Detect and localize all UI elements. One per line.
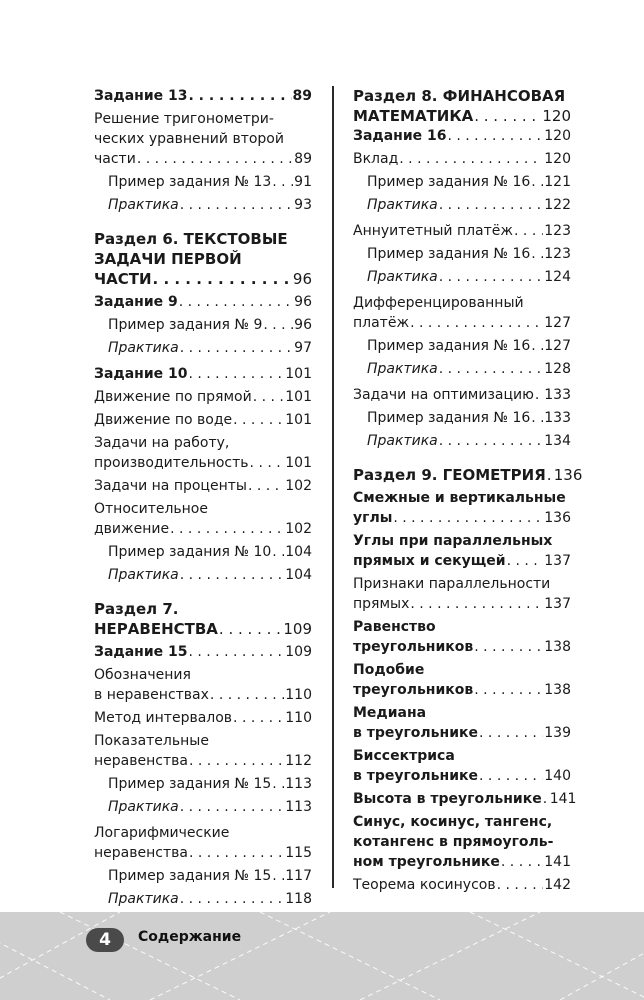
toc-entry[interactable]: Аннуитетный платёж . . . 123 (353, 221, 571, 241)
toc-entry[interactable]: Пример задания № 16 . . . 121 (353, 172, 571, 192)
toc-entry[interactable]: Практика . . . 97 (94, 338, 312, 358)
toc-entry[interactable]: Высота в треугольнике . . . 141 (353, 789, 571, 809)
toc-entry[interactable]: Углы при параллельных прямых и секущей . . . 137 (353, 531, 571, 571)
toc-entry[interactable]: Практика . . . 124 (353, 267, 571, 287)
toc-entry[interactable]: Задачи на проценты . . . 102 (94, 476, 312, 496)
toc-section-heading[interactable]: Раздел 8. ФИНАНСОВАЯ МАТЕМАТИКА . . . 120 (353, 86, 571, 126)
toc-entry[interactable]: Задачи на работу, производительность . . . 101 (94, 433, 312, 473)
toc-entry[interactable]: Метод интервалов . . . 110 (94, 708, 312, 728)
toc-entry[interactable]: Пример задания № 10 . . . 104 (94, 542, 312, 562)
toc-section-heading[interactable]: Раздел 6. ТЕКСТОВЫЕ ЗАДАЧИ ПЕРВОЙ ЧАСТИ . . . 96 (94, 229, 312, 289)
toc-entry[interactable]: Равенство треугольников . . . 138 (353, 617, 571, 657)
page-footer (0, 912, 644, 1000)
toc-entry[interactable]: Решение тригонометри- ческих уравнений второй части . . . 89 (94, 109, 312, 169)
toc-entry[interactable]: Пример задания № 9 . . . 96 (94, 315, 312, 335)
page-number-badge: 4 (86, 928, 124, 952)
toc-entry[interactable]: Движение по прямой . . . 101 (94, 387, 312, 407)
toc-entry[interactable]: Задание 16 . . . 120 (353, 126, 571, 146)
toc-entry[interactable]: Практика . . . 93 (94, 195, 312, 215)
toc-entry[interactable]: Задание 10 . . . 101 (94, 364, 312, 384)
toc-entry[interactable]: Практика . . . 128 (353, 359, 571, 379)
toc-entry[interactable]: Практика . . . 134 (353, 431, 571, 451)
toc-entry[interactable]: Задачи на оптимизацию . . . 133 (353, 385, 571, 405)
toc-entry[interactable]: Практика . . . 104 (94, 565, 312, 585)
footer-title: Содержание (138, 929, 242, 945)
toc-entry[interactable]: Практика . . . 118 (94, 889, 312, 909)
toc-entry[interactable]: Пример задания № 15 . . . 117 (94, 866, 312, 886)
toc-entry[interactable]: Смежные и вертикальные углы . . . 136 (353, 488, 571, 528)
toc-entry[interactable]: Вклад . . . 120 (353, 149, 571, 169)
toc-entry[interactable]: Синус, косинус, тангенс, котангенс в прямоуголь- ном треугольнике . . . 141 (353, 812, 571, 872)
toc-entry[interactable]: Практика . . . 122 (353, 195, 571, 215)
toc-entry[interactable]: Дифференцированный платёж . . . 127 (353, 293, 571, 333)
footer-pattern (0, 912, 644, 1000)
toc-entry[interactable]: Относительное движение . . . 102 (94, 499, 312, 539)
column-divider (332, 86, 334, 888)
toc-entry[interactable]: Задание 13 . . . 89 (94, 86, 312, 106)
toc-entry[interactable]: Подобие треугольников . . . 138 (353, 660, 571, 700)
toc-entry[interactable]: Логарифмические неравенства . . . 115 (94, 823, 312, 863)
toc-entry[interactable]: Пример задания № 16 . . . 123 (353, 244, 571, 264)
toc-entry[interactable]: Теорема косинусов . . . 142 (353, 875, 571, 895)
toc-section-heading[interactable]: Раздел 7. НЕРАВЕНСТВА . . . 109 (94, 599, 312, 639)
toc-left-column (94, 86, 312, 909)
toc-entry[interactable]: Пример задания № 16 . . . 127 (353, 336, 571, 356)
toc-entry[interactable]: Пример задания № 15 . . . 113 (94, 774, 312, 794)
toc-entry[interactable]: Пример задания № 13 . . . 91 (94, 172, 312, 192)
toc-entry[interactable]: Пример задания № 16 . . . 133 (353, 408, 571, 428)
toc-section-heading[interactable]: Раздел 9. ГЕОМЕТРИЯ . . . 136 (353, 465, 571, 485)
toc-entry[interactable]: Признаки параллельности прямых . . . 137 (353, 574, 571, 614)
toc-entry[interactable]: Медиана в треугольнике . . . 139 (353, 703, 571, 743)
toc-entry[interactable]: Биссектриса в треугольнике . . . 140 (353, 746, 571, 786)
toc-entry[interactable]: Обозначения в неравенствах . . . 110 (94, 665, 312, 705)
toc-entry[interactable]: Движение по воде . . . 101 (94, 410, 312, 430)
toc-entry[interactable]: Задание 15 . . . 109 (94, 642, 312, 662)
toc-entry[interactable]: Практика . . . 113 (94, 797, 312, 817)
toc-entry[interactable]: Задание 9 . . . 96 (94, 292, 312, 312)
toc-entry[interactable]: Показательные неравенства . . . 112 (94, 731, 312, 771)
toc-right-column (353, 86, 583, 895)
